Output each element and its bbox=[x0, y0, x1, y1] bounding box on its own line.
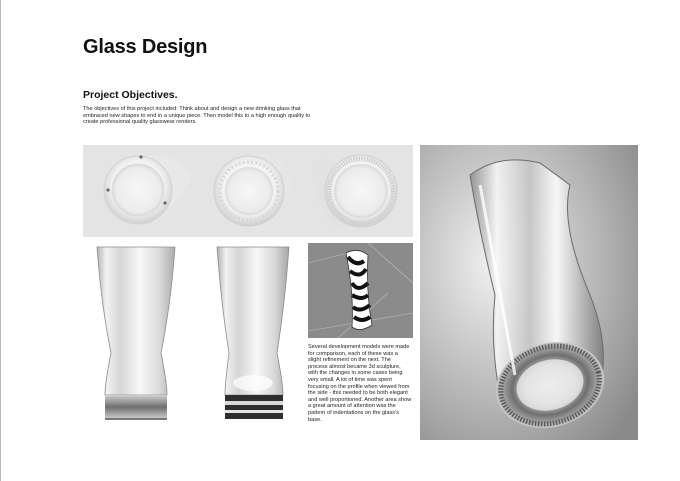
page-title: Glass Design bbox=[83, 36, 208, 58]
section-heading: Project Objectives. bbox=[83, 89, 178, 101]
intro-text: The objectives of this project included: Think about and design a new drinking glass that embraced new shapes to end in a unique piece. Then model this to a high enough quality to create professional quality glasswear renders. bbox=[83, 106, 311, 126]
intro-paragraph bbox=[83, 106, 313, 126]
zebra-stripe-analysis-image bbox=[308, 243, 413, 338]
page-edge bbox=[0, 0, 1, 481]
glass-side-renders-image bbox=[83, 243, 303, 423]
caption-text: Several development models were made for comparison, each of these was a slight refinement on the next. The process almost became 3d sculpture, with the changes in some cases being very small. A lot of time was spent focusing on the profile when viewed from the side - this needed to be both elegant and well proportioned. Another area show a great amount of attention was the pattern of indentations on the glass's base. bbox=[308, 344, 412, 423]
glass-hero-render-image bbox=[420, 145, 638, 440]
development-caption bbox=[308, 344, 412, 423]
glass-base-models-image bbox=[83, 145, 413, 237]
